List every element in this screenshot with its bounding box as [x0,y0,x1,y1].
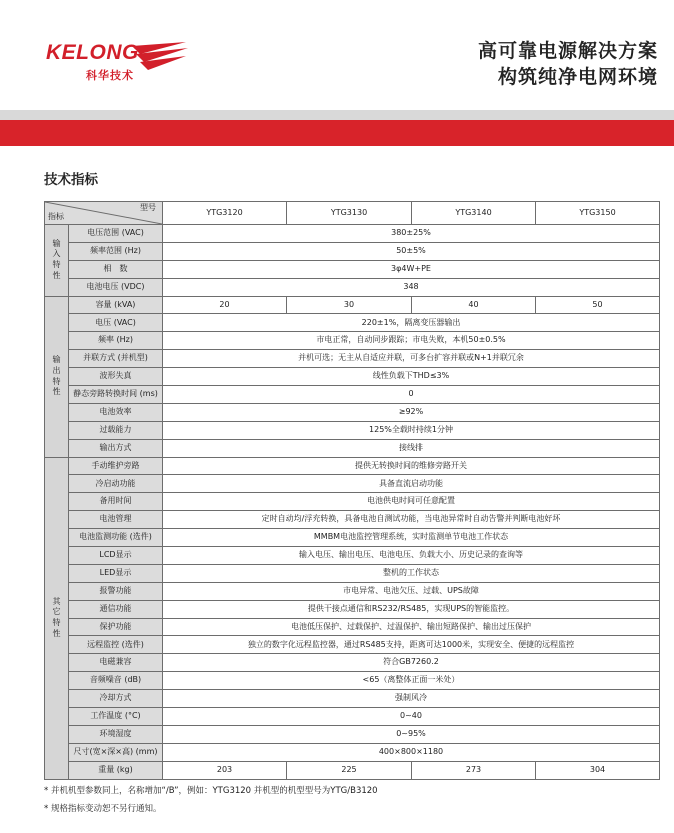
spec-table [44,201,660,780]
spec-value: 40 [412,296,536,314]
spec-label: 电磁兼容 [69,654,163,672]
spec-row [45,725,660,743]
header-band-red [0,120,674,146]
spec-label: 电压范围 (VAC) [69,225,163,243]
spec-label: 频率范围 (Hz) [69,242,163,260]
spec-label: 冷却方式 [69,690,163,708]
spec-row [45,368,660,386]
spec-label: 波形失真 [69,368,163,386]
spec-label: 频率 (Hz) [69,332,163,350]
spec-value: 独立的数字化远程监控器，通过RS485支持，距离可达1000米，实现安全、便捷的远程监控 [163,636,660,654]
spec-value: 强制风冷 [163,690,660,708]
spec-row [45,690,660,708]
model-col-4: YTG3150 [536,202,660,225]
spec-value: 203 [163,761,287,779]
spec-row [45,600,660,618]
spec-value: 0~40 [163,708,660,726]
spec-row [45,636,660,654]
spec-value: 220±1%，隔离变压器输出 [163,314,660,332]
spec-label: 输出方式 [69,439,163,457]
group-label-input: 输 入 特 性 [45,225,69,297]
spec-value: ≥92% [163,403,660,421]
spec-value: 125%全载时持续1分钟 [163,421,660,439]
spec-label: 电池监测功能 (选件) [69,529,163,547]
model-col-2: YTG3130 [287,202,412,225]
spec-row [45,278,660,296]
model-col-1: YTG3120 [163,202,287,225]
spec-value: 273 [412,761,536,779]
spec-label: 过载能力 [69,421,163,439]
spec-value: 20 [163,296,287,314]
spec-row [45,260,660,278]
spec-value: 304 [536,761,660,779]
spec-value: 整机的工作状态 [163,564,660,582]
spec-value: 380±25% [163,225,660,243]
spec-row [45,511,660,529]
note-2: * 规格指标变动恕不另行通知。 [44,804,162,814]
header-row [45,202,660,225]
slogan-line-2: 构筑纯净电网环境 [497,66,658,88]
spec-row [45,421,660,439]
spec-label: 备用时间 [69,493,163,511]
spec-row [45,457,660,475]
slogan-line-1: 高可靠电源解决方案 [477,40,658,62]
spec-label: 电池效率 [69,403,163,421]
spec-value: 输入电压、输出电压、电池电压、负载大小、历史记录的查询等 [163,547,660,565]
spec-label: 手动维护旁路 [69,457,163,475]
spec-value: 400×800×1180 [163,743,660,761]
spec-value: 电池低压保护、过载保护、过温保护、输出短路保护、输出过压保护 [163,618,660,636]
spec-value: 225 [287,761,412,779]
spec-value: 线性负载下THD≤3% [163,368,660,386]
spec-row [45,672,660,690]
spec-row [45,314,660,332]
spec-row [45,493,660,511]
spec-label: 静态旁路转换时间 (ms) [69,386,163,404]
spec-value: 定时自动均/浮充转换，具备电池自测试功能，当电池异常时自动告警并判断电池好坏 [163,511,660,529]
spec-row [45,654,660,672]
spec-label: 电池电压 (VDC) [69,278,163,296]
spec-row [45,618,660,636]
spec-label: 容量 (kVA) [69,296,163,314]
spec-value: 市电正常，自动同步跟踪；市电失败，本机50±0.5% [163,332,660,350]
brand-cn: 科华技术 [86,69,134,82]
spec-label: 环境湿度 [69,725,163,743]
section-title: 技术指标 [44,172,98,188]
header-model-label: 型号 [140,203,156,212]
spec-row [45,529,660,547]
spec-row [45,439,660,457]
spec-value: 提供干接点通信和RS232/RS485，实现UPS的智能监控。 [163,600,660,618]
spec-value: 50 [536,296,660,314]
spec-row [45,743,660,761]
spec-row [45,296,660,314]
spec-value: 0~95% [163,725,660,743]
spec-value: 具备直流启动功能 [163,475,660,493]
spec-label: 保护功能 [69,618,163,636]
spec-row [45,332,660,350]
spec-row [45,761,660,779]
spec-row [45,708,660,726]
spec-label: 电压 (VAC) [69,314,163,332]
spec-value: 348 [163,278,660,296]
spec-value: 接线排 [163,439,660,457]
model-col-3: YTG3140 [412,202,536,225]
spec-value: <65（离整体正面一米处） [163,672,660,690]
spec-row [45,242,660,260]
spec-value: 电池供电时间可任意配置 [163,493,660,511]
note-1: * 并机机型参数同上，名称增加“/B”，例如：YTG3120 并机型的机型型号为YTG/B3120 [44,786,378,796]
spec-label: 远程监控 (选件) [69,636,163,654]
spec-value: 3φ4W+PE [163,260,660,278]
spec-value: 符合GB7260.2 [163,654,660,672]
header-diagonal-cell [45,202,163,225]
spec-value: 市电异常、电池欠压、过载、UPS故障 [163,582,660,600]
spec-label: 相 数 [69,260,163,278]
spec-row [45,582,660,600]
spec-row [45,350,660,368]
spec-row [45,564,660,582]
spec-label: 冷启动功能 [69,475,163,493]
spec-label: 尺寸(宽×深×高) (mm) [69,743,163,761]
spec-label: 重量 (kg) [69,761,163,779]
spec-value: 50±5% [163,242,660,260]
spec-value: 0 [163,386,660,404]
group-label-output: 输 出 特 性 [45,296,69,457]
spec-row [45,475,660,493]
group-label-other: 其 它 特 性 [45,457,69,779]
spec-value: 30 [287,296,412,314]
spec-label: 报警功能 [69,582,163,600]
spec-label: LCD显示 [69,547,163,565]
spec-label: 通信功能 [69,600,163,618]
spec-label: 工作温度 (°C) [69,708,163,726]
brand-name: KELONG [46,41,139,64]
spec-row [45,403,660,421]
spec-value: MMBM电池监控管理系统，实时监测单节电池工作状态 [163,529,660,547]
spec-value: 并机可选；无主从自适应并联，可多台扩容并联或N+1并联冗余 [163,350,660,368]
spec-label: 电池管理 [69,511,163,529]
spec-row [45,547,660,565]
spec-row [45,225,660,243]
header-spec-label: 指标 [48,212,64,222]
spec-row [45,386,660,404]
spec-label: 并联方式 (并机型) [69,350,163,368]
spec-value: 提供无转换时间的维修旁路开关 [163,457,660,475]
spec-label: LED显示 [69,564,163,582]
spec-label: 音频噪音 (dB) [69,672,163,690]
